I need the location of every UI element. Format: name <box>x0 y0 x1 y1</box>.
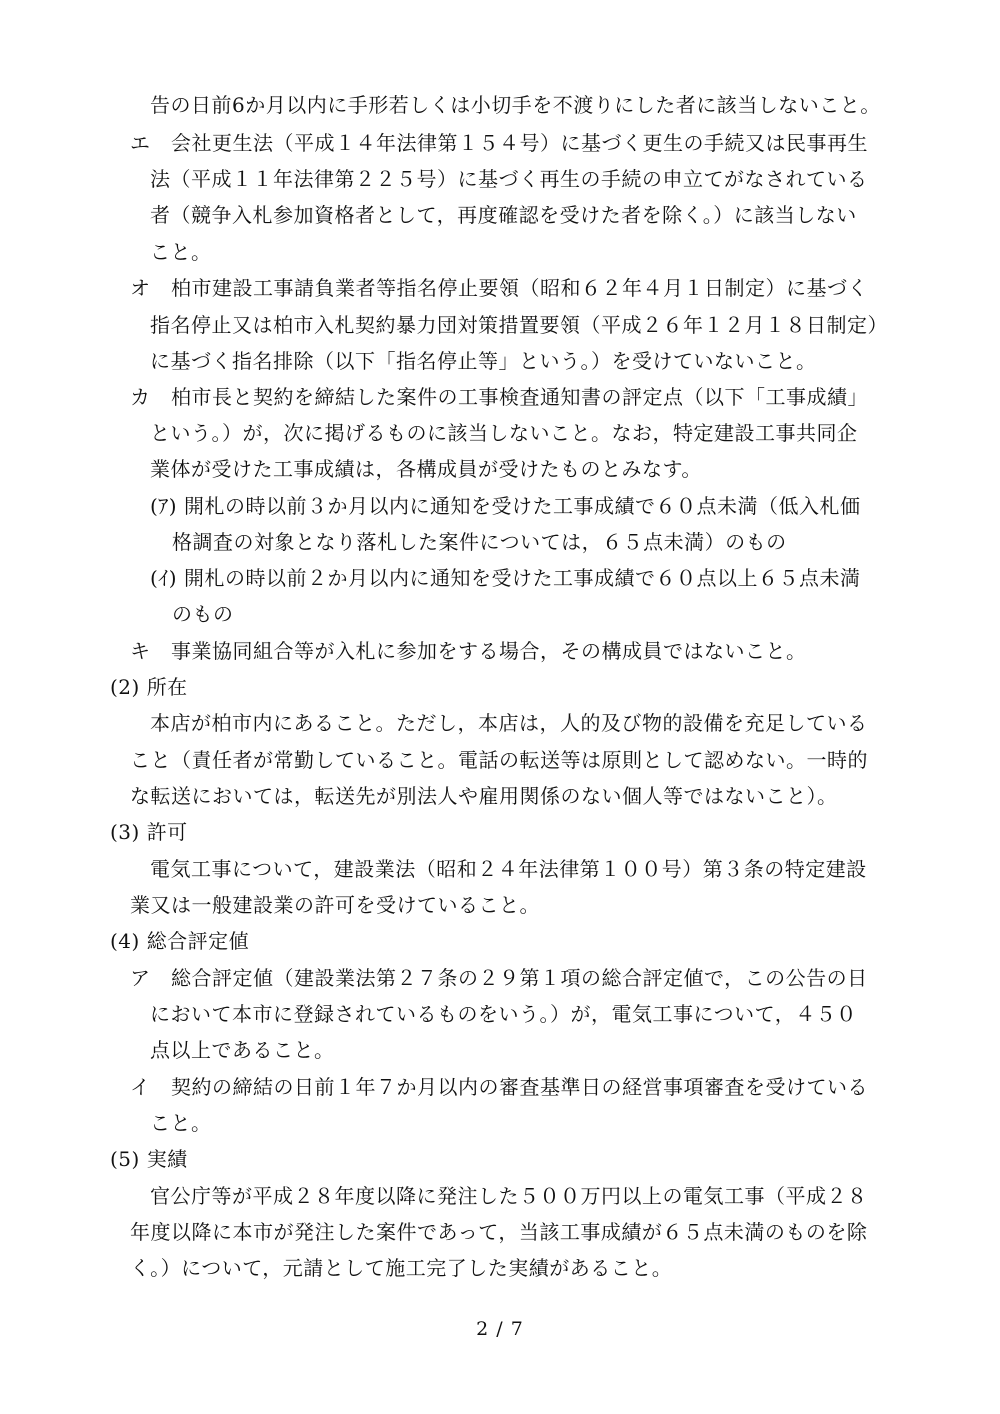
text-line: 点以上であること。 <box>150 1038 335 1062</box>
text-line: な転送においては，転送先が別法人や雇用関係のない個人等ではないこと）。 <box>130 784 838 808</box>
list-item-i: イ 契約の締結の日前１年７か月以内の審査基準日の経営事項審査を受けている <box>130 1075 868 1099</box>
text-line: 本店が柏市内にあること。ただし，本店は，人的及び物的設備を充足している <box>150 711 868 735</box>
list-item-a: ア 総合評定値（建設業法第２７条の２９第１項の総合評定値で，この公告の日 <box>130 966 868 990</box>
text-line: 法（平成１１年法律第２２５号）に基づく再生の手続の申立てがなされている <box>150 167 868 191</box>
text-line: こと。 <box>150 240 212 264</box>
text-line: 電気工事について，建設業法（昭和２４年法律第１００号）第３条の特定建設 <box>150 857 867 881</box>
section-heading-5: (5) 実績 <box>110 1147 188 1171</box>
text-line: 者（競争入札参加資格者として，再度確認を受けた者を除く。）に該当しない <box>150 203 857 227</box>
list-item-e: エ 会社更生法（平成１４年法律第１５４号）に基づく更生の手続又は民事再生 <box>130 131 868 155</box>
text-line: に基づく指名排除（以下「指名停止等」という。）を受けていないこと。 <box>150 349 817 373</box>
list-item-o: オ 柏市建設工事請負業者等指名停止要領（昭和６２年４月１日制定）に基づく <box>130 276 868 300</box>
section-heading-3: (3) 許可 <box>110 820 188 844</box>
sub-item-a: (ｱ) 開札の時以前３か月以内に通知を受けた工事成績で６０点未満（低入札価 <box>150 494 861 518</box>
text-line: のもの <box>172 602 234 626</box>
text-line: 指名停止又は柏市入札契約暴力団対策措置要領（平成２６年１２月１８日制定） <box>150 313 888 337</box>
text-line: 業又は一般建設業の許可を受けていること。 <box>130 893 540 917</box>
list-item-ki: キ 事業協同組合等が入札に参加をする場合，その構成員ではないこと。 <box>130 639 807 663</box>
text-line: く。）について，元請として施工完了した実績があること。 <box>130 1256 673 1280</box>
list-item-ka: カ 柏市長と契約を締結した案件の工事検査通知書の評定点（以下「工事成績」 <box>130 385 868 409</box>
text-line: において本市に登録されているものをいう。）が，電気工事について，４５０ <box>150 1002 857 1026</box>
text-line: こと（責任者が常勤していること。電話の転送等は原則として認めない。一時的 <box>130 748 868 772</box>
section-heading-2: (2) 所在 <box>110 675 188 699</box>
text-line: 官公庁等が平成２８年度以降に発注した５００万円以上の電気工事（平成２８ <box>150 1184 868 1208</box>
text-line: 年度以降に本市が発注した案件であって，当該工事成績が６５点未満のものを除 <box>130 1220 868 1244</box>
text-line: こと。 <box>150 1111 212 1135</box>
text-line: という。）が，次に掲げるものに該当しないこと。なお，特定建設工事共同企 <box>150 421 858 445</box>
sub-item-i: (ｲ) 開札の時以前２か月以内に通知を受けた工事成績で６０点以上６５点未満 <box>150 566 861 590</box>
text-line: 格調査の対象となり落札した案件については，６５点未満）のもの <box>172 530 787 554</box>
page-number: 2 / 7 <box>476 1318 524 1340</box>
section-heading-4: (4) 総合評定値 <box>110 929 250 953</box>
text-line: 告の日前6か月以内に手形若しくは小切手を不渡りにした者に該当しないこと。 <box>150 93 881 117</box>
text-line: 業体が受けた工事成績は，各構成員が受けたものとみなす。 <box>150 457 702 481</box>
